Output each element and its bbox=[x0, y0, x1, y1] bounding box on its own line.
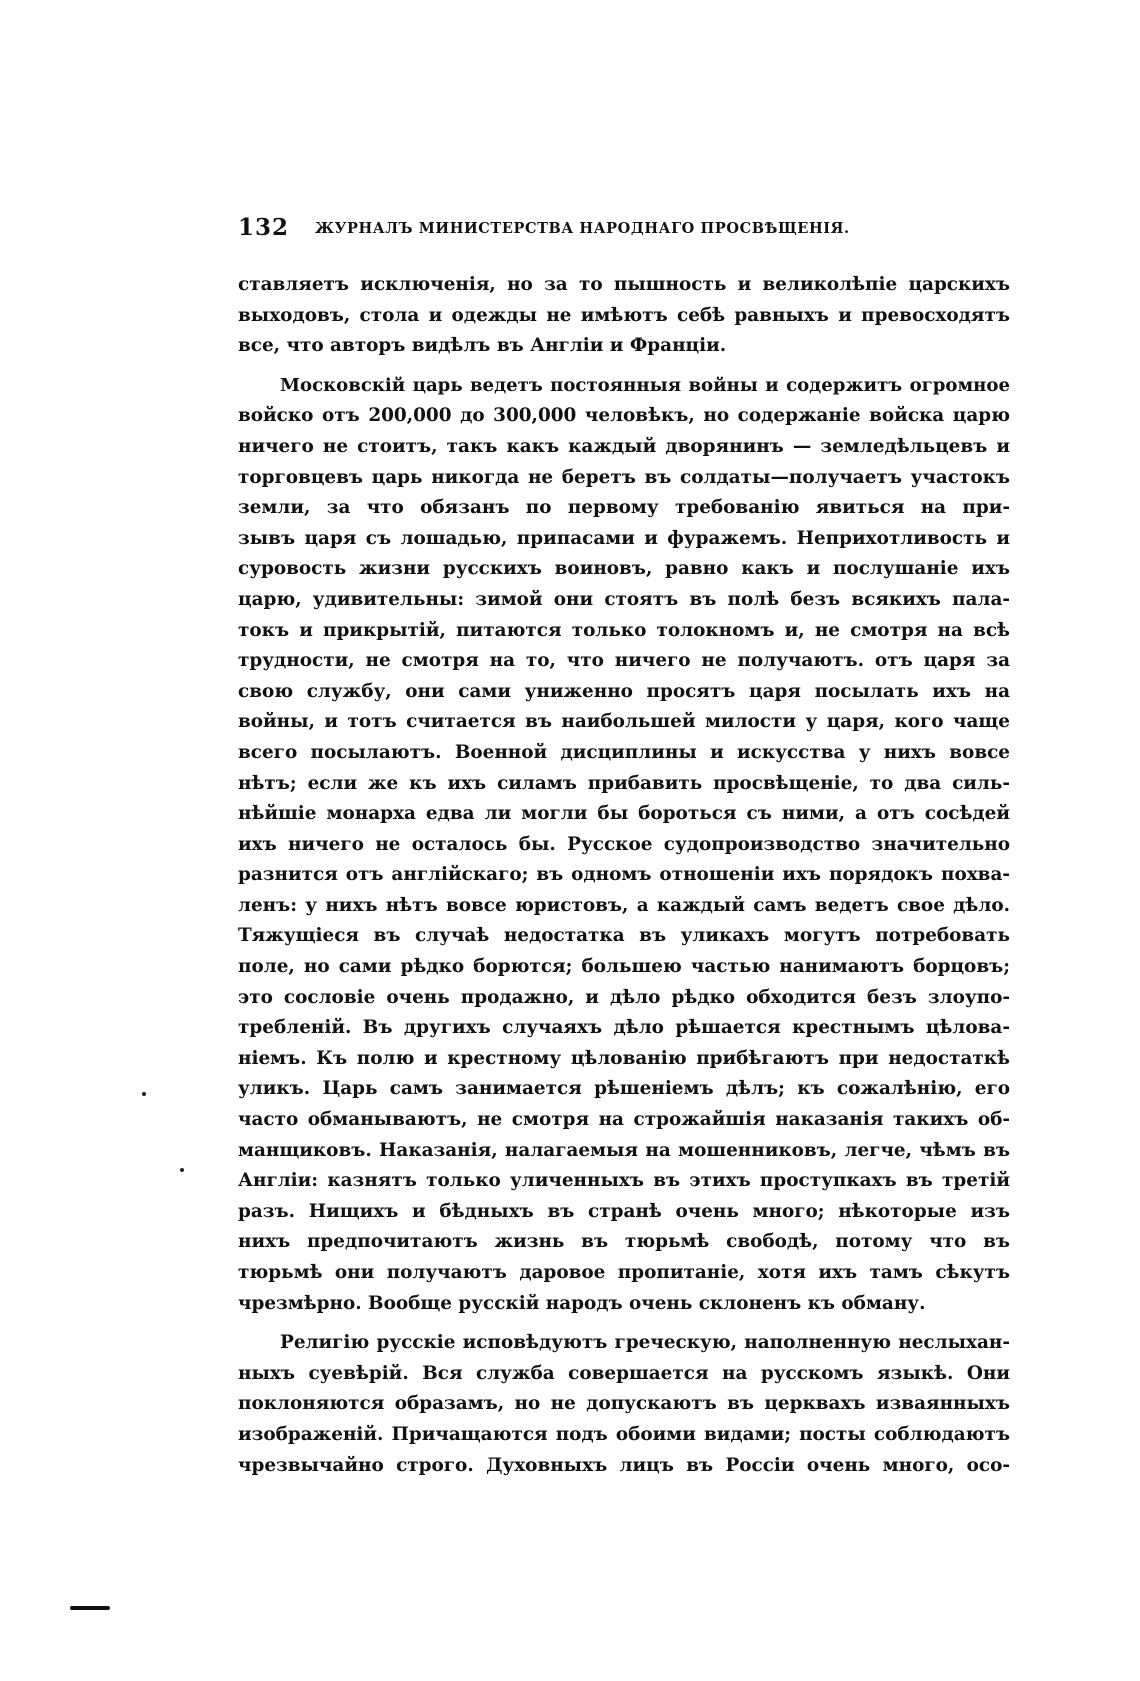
text-line: чрезвычайно строго. Духовныхъ лицъ въ Россіи очень много, осо- bbox=[238, 1454, 1010, 1476]
text-line: все, что авторъ видѣлъ въ Англіи и Франціи. bbox=[238, 335, 727, 357]
text-line: разнится отъ англійскаго; въ одномъ отношеніи ихъ порядокъ похва- bbox=[238, 864, 1010, 886]
text-line: Религію русскіе исповѣдуютъ греческую, наполненную неслыхан- bbox=[280, 1332, 1010, 1354]
page-number: 132 bbox=[238, 214, 290, 241]
text-line: это сословіе очень продажно, и дѣло рѣдко обходится безъ злоупо- bbox=[238, 986, 1010, 1008]
text-line: войско отъ 200,000 до 300,000 человѣкъ, но содержаніе войска царю bbox=[238, 405, 1010, 427]
text-line: трудности, не смотря на то, что ничего не получаютъ. отъ царя за bbox=[238, 650, 1010, 672]
text-line: чрезмѣрно. Вообще русскій народъ очень склоненъ къ обману. bbox=[238, 1292, 926, 1314]
text-line: ничего не стоитъ, такъ какъ каждый дворянинъ — земледѣльцевъ и bbox=[238, 435, 1010, 457]
text-line: Англіи: казнятъ только уличенныхъ въ этихъ проступкахъ въ третій bbox=[238, 1170, 1010, 1192]
text-line: войны, и тотъ считается въ наибольшей милости у царя, кого чаще bbox=[238, 711, 1010, 733]
text-line: тюрьмѣ они получаютъ даровое пропитаніе, хотя ихъ тамъ сѣкутъ bbox=[238, 1262, 1010, 1283]
text-line: уликъ. Царь самъ занимается рѣшеніемъ дѣлъ; къ сожалѣнію, его bbox=[238, 1078, 1010, 1100]
text-line: ихъ ничего не осталось бы. Русское судопроизводство значительно bbox=[238, 833, 1010, 855]
text-line: часто обманываютъ, не смотря на строжайшія наказанія такихъ об- bbox=[238, 1109, 1010, 1131]
margin-dash bbox=[70, 1606, 110, 1610]
text-line: ставляетъ исключенія, но за то пышность и великолѣпіе царскихъ bbox=[238, 274, 1010, 295]
text-line: изображеній. Причащаются подъ обоими видами; посты соблюдаютъ bbox=[238, 1423, 1010, 1445]
text-line: поле, но сами рѣдко борются; большею частью нанимаютъ борцовъ; bbox=[238, 956, 1010, 978]
margin-speck bbox=[180, 1168, 184, 1172]
text-line: ныхъ суевѣрій. Вся служба совершается на русскомъ языкѣ. Они bbox=[238, 1362, 1010, 1384]
text-line: выходовъ, стола и одежды не имѣютъ себѣ равныхъ и превосходятъ bbox=[238, 304, 1010, 326]
text-line: зывъ царя съ лошадью, припасами и фуражемъ. Неприхотливость и bbox=[238, 527, 1010, 549]
text-line: Московскій царь ведетъ постоянныя войны и содержитъ огромное bbox=[280, 374, 1010, 396]
text-line: токъ и прикрытій, питаются только толокномъ и, не смотря на всѣ bbox=[238, 619, 1010, 641]
margin-speck bbox=[142, 1092, 146, 1096]
text-line: поклоняются образамъ, но не допускаютъ въ церквахъ изваянныхъ bbox=[238, 1393, 1010, 1415]
text-line: царю, удивительны: зимой они стоятъ въ полѣ безъ всякихъ пала- bbox=[238, 588, 1010, 610]
text-line: нѣйшіе монарха едва ли могли бы бороться съ ними, а отъ сосѣдей bbox=[238, 803, 1010, 825]
text-line: суровость жизни русскихъ воиновъ, равно какъ и послушаніе ихъ bbox=[238, 558, 1010, 580]
text-line: свою службу, они сами униженно просятъ царя посылать ихъ на bbox=[238, 680, 1010, 702]
body-text bbox=[238, 270, 1010, 1481]
text-line: Тяжущіеся въ случаѣ недостатка въ уликахъ могутъ потребовать bbox=[238, 925, 1010, 947]
text-line: ленъ: у нихъ нѣтъ вовсе юристовъ, а каждый самъ ведетъ свое дѣло. bbox=[238, 894, 1010, 916]
text-line: требленій. Въ другихъ случаяхъ дѣло рѣшается крестнымъ цѣлова- bbox=[238, 1017, 1010, 1039]
text-line: манщиковъ. Наказанія, налагаемыя на мошенниковъ, легче, чѣмъ въ bbox=[238, 1139, 1010, 1161]
text-line: земли, за что обязанъ по первому требованію явиться на при- bbox=[238, 497, 1010, 519]
page-header bbox=[238, 214, 898, 244]
text-line: разъ. Нищихъ и бѣдныхъ въ странѣ очень много; нѣкоторые изъ bbox=[238, 1200, 1010, 1222]
text-line: торговцевъ царь никогда не беретъ въ солдаты—получаетъ участокъ bbox=[238, 466, 1010, 488]
running-title: ЖУРНАЛЪ МИНИСТЕРСТВА НАРОДНАГО ПРОСВѢЩЕНІЯ. bbox=[315, 220, 850, 237]
text-line: всего посылаютъ. Военной дисциплины и искусства у нихъ вовсе bbox=[238, 741, 1010, 763]
text-line: нѣтъ; если же къ ихъ силамъ прибавить просвѣщеніе, то два силь- bbox=[238, 772, 1010, 794]
text-line: ніемъ. Къ полю и крестному цѣлованію прибѣгаютъ при недостаткѣ bbox=[238, 1047, 1010, 1069]
text-line: нихъ предпочитаютъ жизнь въ тюрьмѣ свободѣ, потому что въ bbox=[238, 1231, 1010, 1253]
